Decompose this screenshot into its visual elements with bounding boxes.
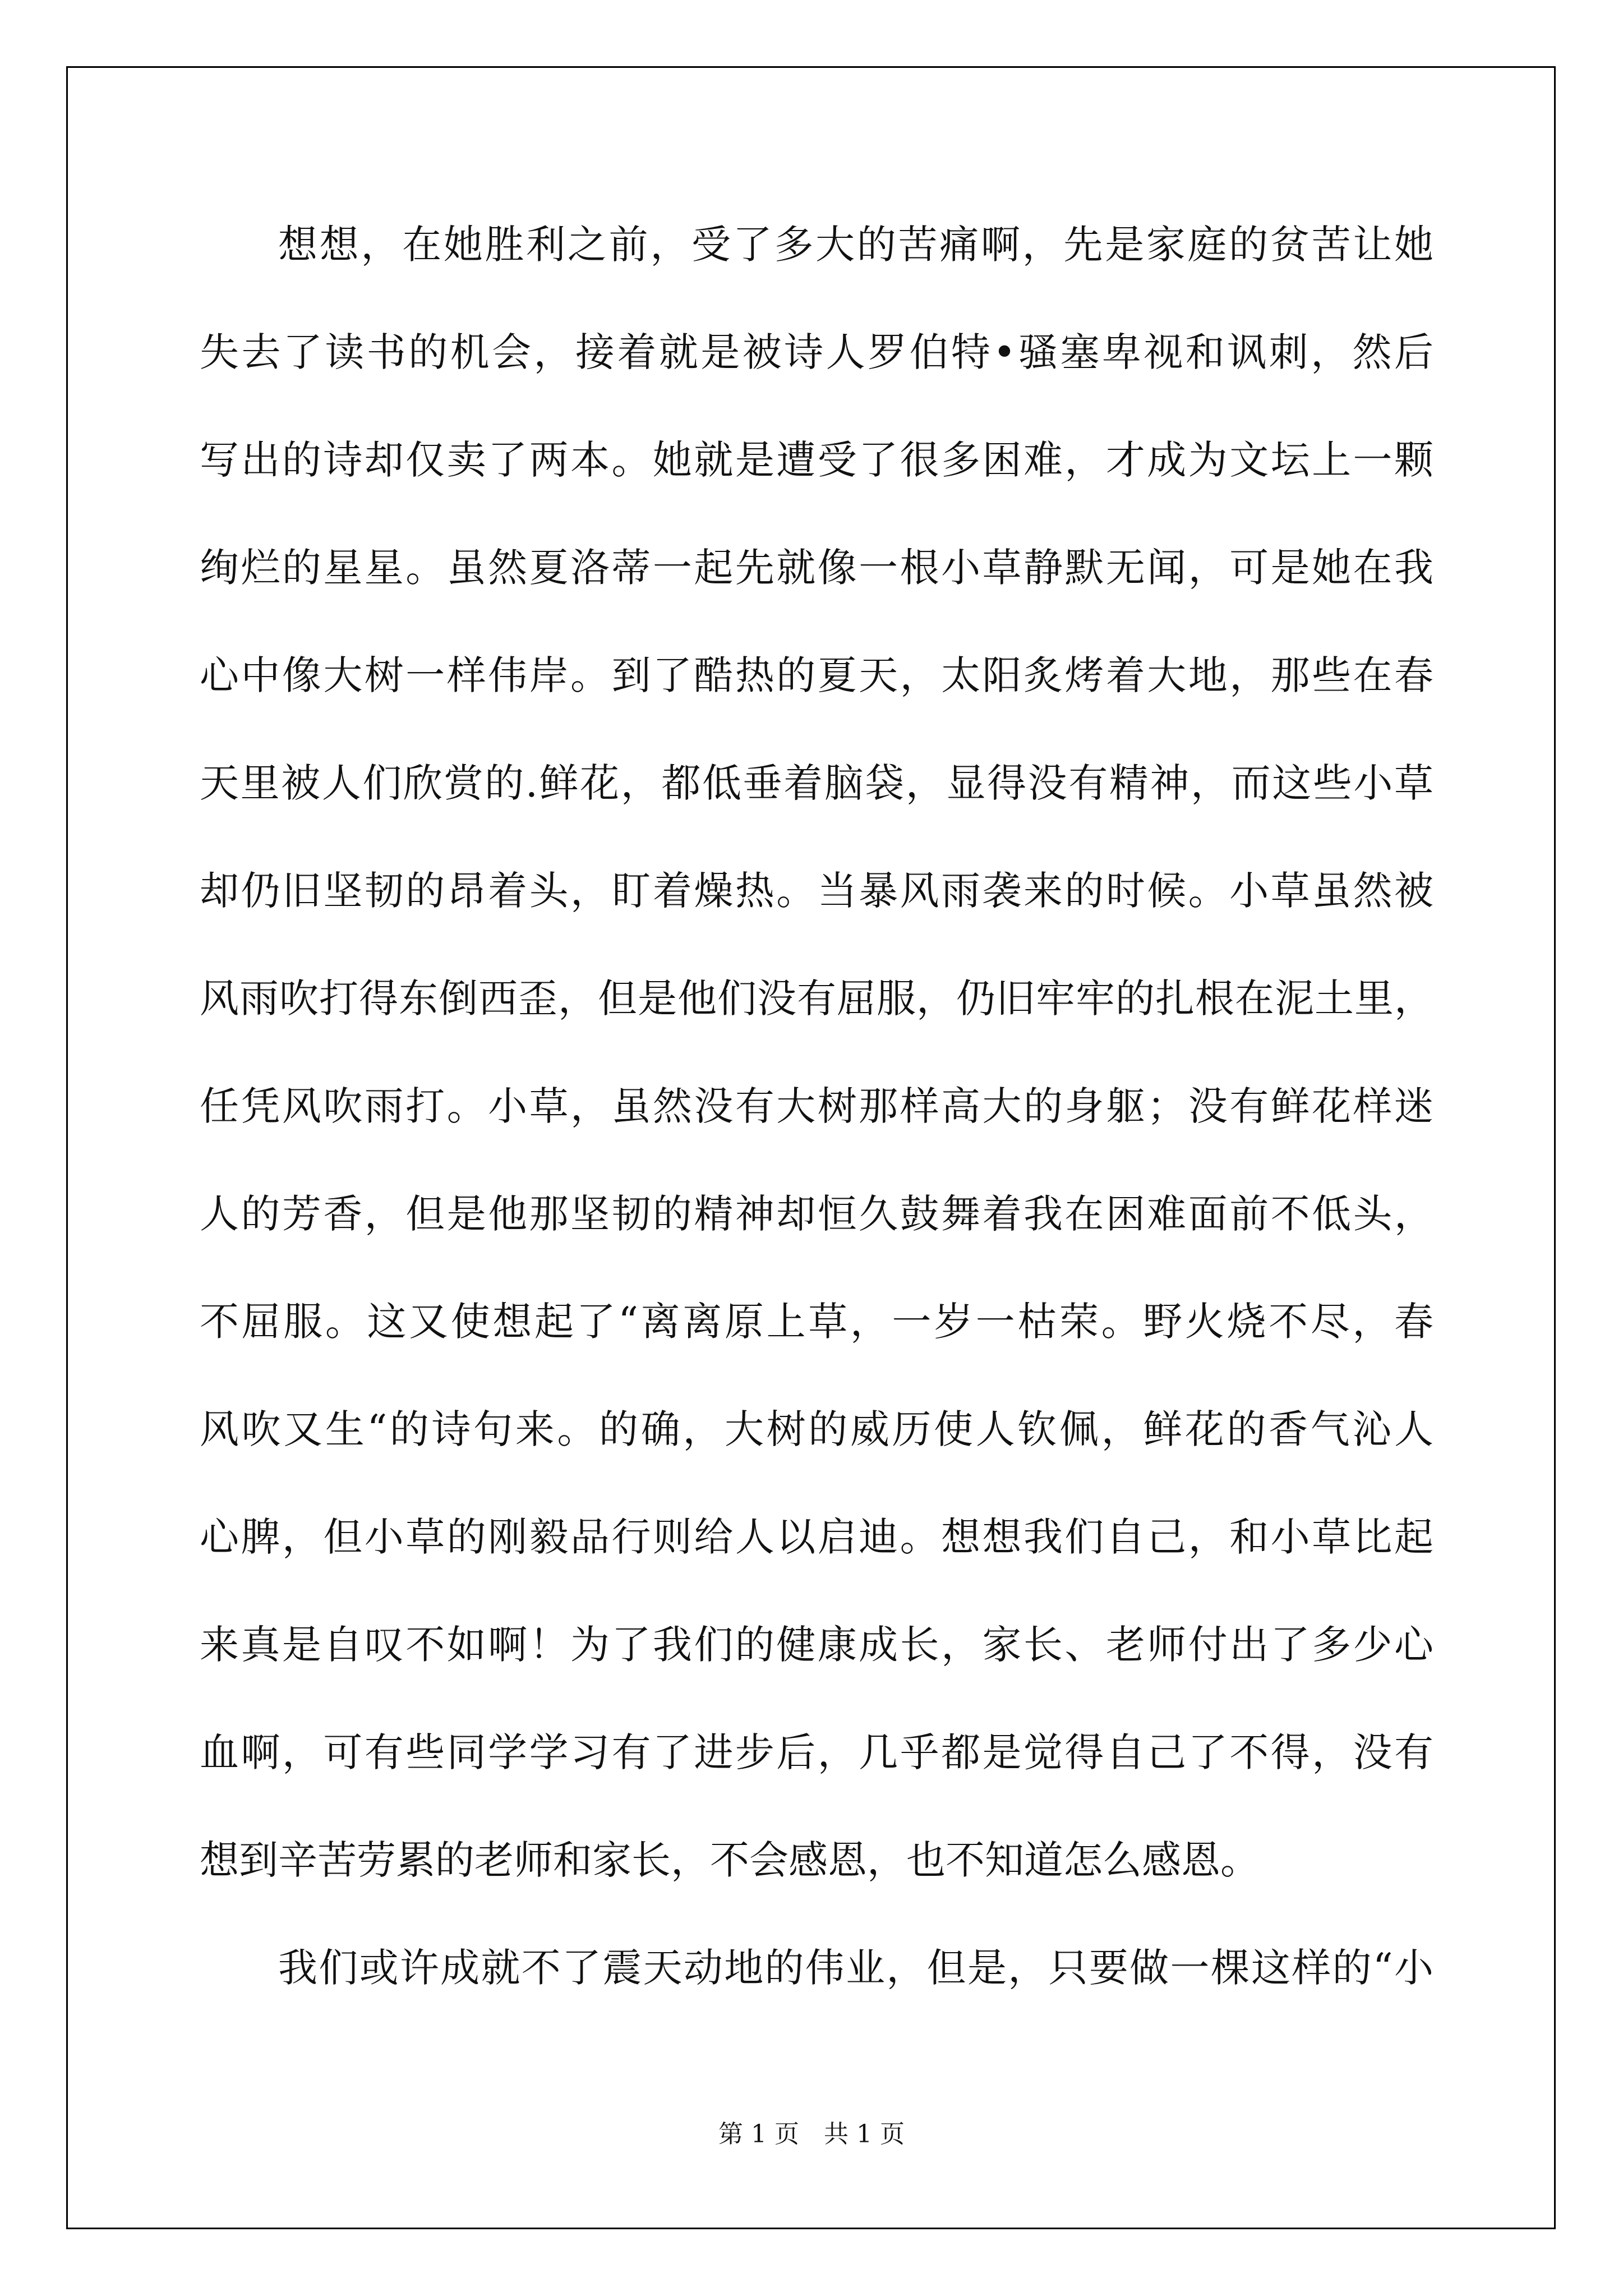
text-line: 心脾，但小草的刚毅品行则给人以启迪。想想我们自己，和小草比起 — [200, 1514, 1433, 1560]
text-line: 血啊，可有些同学学习有了进步后，几乎都是觉得自己了不得，没有 — [200, 1729, 1433, 1775]
text-line: 人的芳香，但是他那坚韧的精神却恒久鼓舞着我在困难面前不低头， — [200, 1191, 1433, 1237]
text-line: 想到辛苦劳累的老师和家长，不会感恩，也不知道怎么感恩。 — [200, 1837, 1260, 1883]
text-line: 风雨吹打得东倒西歪，但是他们没有屈服，仍旧牢牢的扎根在泥土里， — [200, 976, 1433, 1022]
text-line: 任凭风吹雨打。小草，虽然没有大树那样高大的身躯；没有鲜花样迷 — [200, 1083, 1433, 1129]
text-line: 却仍旧坚韧的昂着头，盯着燥热。当暴风雨袭来的时候。小草虽然被 — [200, 868, 1433, 914]
text-line: 绚烂的星星。虽然夏洛蒂一起先就像一根小草静默无闻，可是她在我 — [200, 545, 1433, 591]
text-line: 写出的诗却仅卖了两本。她就是遭受了很多困难，才成为文坛上一颗 — [200, 437, 1433, 483]
page-border — [66, 66, 1556, 2229]
text-line: 心中像大树一样伟岸。到了酷热的夏天，太阳炙烤着大地，那些在春 — [200, 652, 1433, 698]
text-line: 失去了读书的机会，接着就是被诗人罗伯特•骚塞卑视和讽刺，然后 — [200, 329, 1433, 375]
text-line: 来真是自叹不如啊！为了我们的健康成长，家长、老师付出了多少心 — [200, 1622, 1433, 1668]
text-line: 天里被人们欣赏的.鲜花，都低垂着脑袋，显得没有精神，而这些小草 — [200, 760, 1433, 806]
text-line: 风吹又生“的诗句来。的确，大树的威历使人钦佩，鲜花的香气沁人 — [200, 1406, 1433, 1452]
text-line: 不屈服。这又使想起了“离离原上草，一岁一枯荣。野火烧不尽，春 — [200, 1299, 1433, 1345]
text-line: 想想，在她胜利之前，受了多大的苦痛啊，先是家庭的贫苦让她 — [278, 222, 1433, 268]
page-number-footer: 第 1 页 共 1 页 — [718, 2120, 905, 2148]
text-line: 我们或许成就不了震天动地的伟业，但是，只要做一棵这样的“小 — [278, 1945, 1433, 1991]
